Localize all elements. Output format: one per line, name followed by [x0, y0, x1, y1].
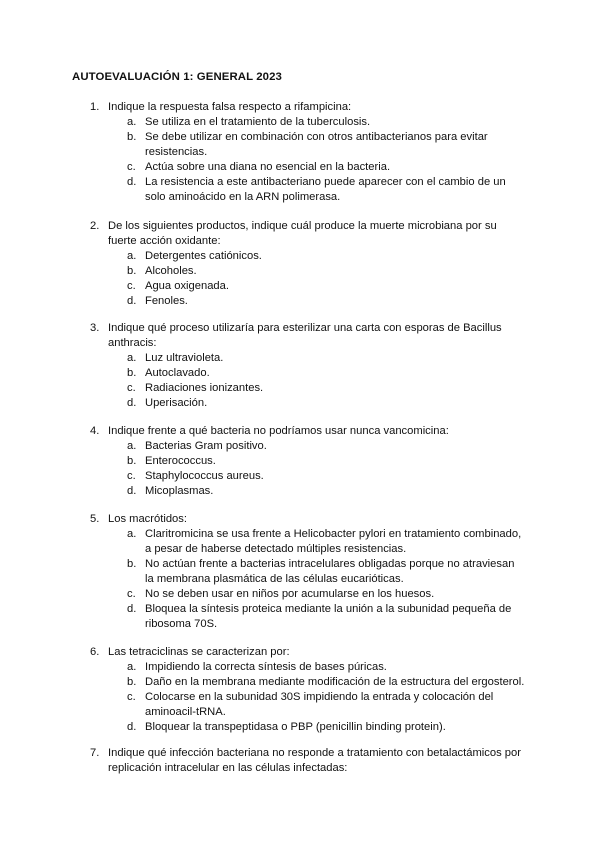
option-text: Fenoles. — [145, 295, 188, 307]
option-letter: d. — [127, 176, 137, 188]
question-number: 5. — [90, 513, 100, 525]
option-c — [127, 587, 525, 602]
option-letter: c. — [127, 382, 136, 394]
option-text: Autoclavado. — [145, 367, 210, 379]
option-letter: c. — [127, 280, 136, 292]
question-text: Los macrótidos: — [108, 513, 187, 525]
option-letter: d. — [127, 721, 137, 733]
option-list — [0, 249, 600, 309]
option-d — [127, 602, 525, 632]
question-text: Indique qué infección bacteriana no responde a tratamiento con betalactámicos por replicación intracelular en las células infectadas: — [108, 747, 521, 774]
question-1 — [0, 100, 600, 205]
option-text: No actúan frente a bacterias intracelulares obligadas porque no atraviesan la membrana plasmática de las células eucarióticas. — [145, 558, 515, 585]
option-text: Enterococcus. — [145, 455, 216, 467]
option-text: Bloquea la síntesis proteica mediante la unión a la subunidad pequeña de ribosoma 70S. — [145, 603, 512, 630]
option-list — [0, 439, 600, 499]
option-letter: c. — [127, 588, 136, 600]
option-list — [0, 115, 600, 205]
option-a — [127, 439, 525, 454]
option-text: Actúa sobre una diana no esencial en la bacteria. — [145, 161, 391, 173]
question-number: 2. — [90, 220, 100, 232]
option-c — [127, 469, 525, 484]
question-7 — [0, 746, 600, 776]
option-b — [127, 130, 525, 160]
option-letter: d. — [127, 397, 137, 409]
question-5 — [0, 512, 600, 632]
option-letter: a. — [127, 528, 137, 540]
option-b — [127, 557, 525, 587]
option-letter: b. — [127, 131, 137, 143]
option-text: La resistencia a este antibacteriano puede aparecer con el cambio de un solo aminoácido en la ARN polimerasa. — [145, 176, 506, 203]
option-b — [127, 675, 525, 690]
question-number: 6. — [90, 646, 100, 658]
option-d — [127, 396, 525, 411]
question-2 — [0, 219, 600, 309]
option-text: Alcoholes. — [145, 265, 197, 277]
option-text: Colocarse en la subunidad 30S impidiendo la entrada y colocación del aminoacil-tRNA. — [145, 691, 494, 718]
option-c — [127, 160, 525, 175]
option-letter: c. — [127, 691, 136, 703]
option-list — [0, 527, 600, 632]
option-letter: c. — [127, 470, 136, 482]
question-text: De los siguientes productos, indique cuál produce la muerte microbiana por su fuerte acción oxidante: — [108, 220, 497, 247]
option-letter: b. — [127, 367, 137, 379]
option-text: Luz ultravioleta. — [145, 352, 224, 364]
option-letter: d. — [127, 603, 137, 615]
option-letter: d. — [127, 485, 137, 497]
option-list — [0, 351, 600, 411]
option-letter: a. — [127, 440, 137, 452]
option-letter: b. — [127, 676, 137, 688]
question-4 — [0, 424, 600, 499]
option-text: Detergentes catiónicos. — [145, 250, 262, 262]
option-c — [127, 279, 525, 294]
option-text: Radiaciones ionizantes. — [145, 382, 264, 394]
option-a — [127, 527, 525, 557]
option-list — [0, 660, 600, 735]
option-letter: a. — [127, 352, 137, 364]
option-b — [127, 366, 525, 381]
option-text: Agua oxigenada. — [145, 280, 229, 292]
option-letter: a. — [127, 250, 137, 262]
option-letter: d. — [127, 295, 137, 307]
question-6 — [0, 645, 600, 735]
question-text: Indique qué proceso utilizaría para esterilizar una carta con esporas de Bacillus anthracis: — [108, 322, 502, 349]
option-letter: b. — [127, 558, 137, 570]
option-text: Claritromicina se usa frente a Helicobacter pylori en tratamiento combinado, a pesar de haberse detectado múltiples resistencias. — [145, 528, 522, 555]
option-d — [127, 175, 525, 205]
option-b — [127, 454, 525, 469]
question-number: 7. — [90, 747, 100, 759]
question-text: Indique la respuesta falsa respecto a rifampicina: — [108, 101, 352, 113]
option-text: Micoplasmas. — [145, 485, 214, 497]
question-text: Las tetraciclinas se caracterizan por: — [108, 646, 290, 658]
question-text: Indique frente a qué bacteria no podríamos usar nunca vancomicina: — [108, 425, 449, 437]
option-text: Daño en la membrana mediante modificación de la estructura del ergosterol. — [145, 676, 525, 688]
option-text: Se utiliza en el tratamiento de la tuberculosis. — [145, 116, 371, 128]
option-text: Bacterias Gram positivo. — [145, 440, 267, 452]
option-text: Se debe utilizar en combinación con otros antibacterianos para evitar resistencias. — [145, 131, 488, 158]
option-text: Bloquear la transpeptidasa o PBP (penicillin binding protein). — [145, 721, 446, 733]
option-a — [127, 249, 525, 264]
option-c — [127, 690, 525, 720]
option-c — [127, 381, 525, 396]
option-d — [127, 484, 525, 499]
option-letter: b. — [127, 265, 137, 277]
option-letter: a. — [127, 661, 137, 673]
question-3 — [0, 321, 600, 411]
question-number: 1. — [90, 101, 100, 113]
option-a — [127, 660, 525, 675]
option-a — [127, 115, 525, 130]
option-letter: c. — [127, 161, 136, 173]
question-number: 3. — [90, 322, 100, 334]
option-b — [127, 264, 525, 279]
option-letter: a. — [127, 116, 137, 128]
option-text: Uperisación. — [145, 397, 208, 409]
document-title: AUTOEVALUACIÓN 1: GENERAL 2023 — [72, 71, 282, 83]
option-a — [127, 351, 525, 366]
option-d — [127, 294, 525, 309]
question-number: 4. — [90, 425, 100, 437]
option-letter: b. — [127, 455, 137, 467]
option-text: No se deben usar en niños por acumularse en los huesos. — [145, 588, 435, 600]
option-text: Impidiendo la correcta síntesis de bases púricas. — [145, 661, 387, 673]
option-d — [127, 720, 525, 735]
option-text: Staphylococcus aureus. — [145, 470, 264, 482]
